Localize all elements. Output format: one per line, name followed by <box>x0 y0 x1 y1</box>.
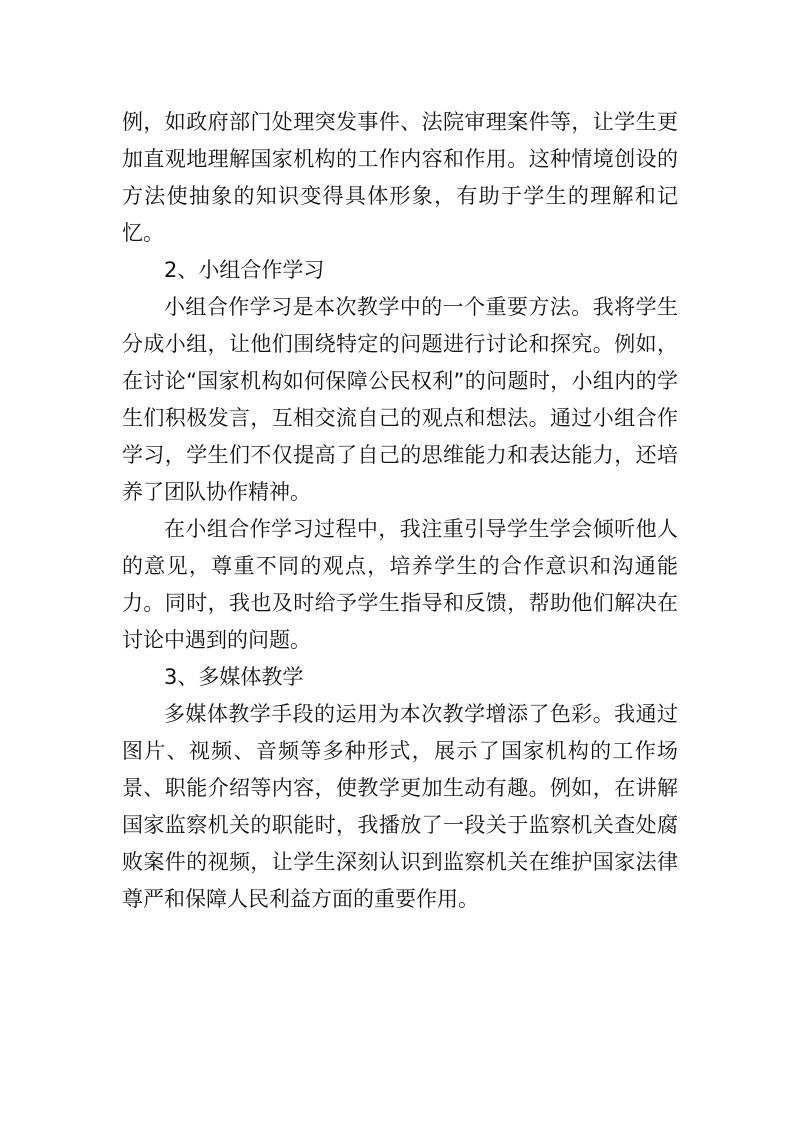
paragraph-group-learning-guidance: 在小组合作学习过程中，我注重引导学生学会倾听他人的意见，尊重不同的观点，培养学生的合作意识和沟通能力。同时，我也及时给予学生指导和反馈，帮助他们解决在讨论中遇到的问题。 <box>122 517 678 652</box>
paragraph-continued: 例，如政府部门处理突发事件、法院审理案件等，让学生更加直观地理解国家机构的工作内容和作用。这种情境创设的方法使抽象的知识变得具体形象，有助于学生的理解和记忆。 <box>122 110 678 245</box>
paragraph-group-learning: 小组合作学习是本次教学中的一个重要方法。我将学生分成小组，让他们围绕特定的问题进行讨论和探究。例如，在讨论“国家机构如何保障公民权利”的问题时，小组内的学生们积极发言，互相交流自己的观点和想法。通过小组合作学习，学生们不仅提高了自己的思维能力和表达能力，还培养了团队协作精神。 <box>122 295 678 504</box>
document-body <box>122 104 678 918</box>
section-heading-group-learning: 2、小组合作学习 <box>164 258 325 282</box>
paragraph-multimedia: 多媒体教学手段的运用为本次教学增添了色彩。我通过图片、视频、音频等多种形式，展示了国家机构的工作场景、职能介绍等内容，使教学更加生动有趣。例如，在讲解国家监察机关的职能时，我播放了一段关于监察机关查处腐败案件的视频，让学生深刻认识到监察机关在维护国家法律尊严和保障人民利益方面的重要作用。 <box>122 702 678 911</box>
section-heading-multimedia: 3、多媒体教学 <box>164 665 304 689</box>
